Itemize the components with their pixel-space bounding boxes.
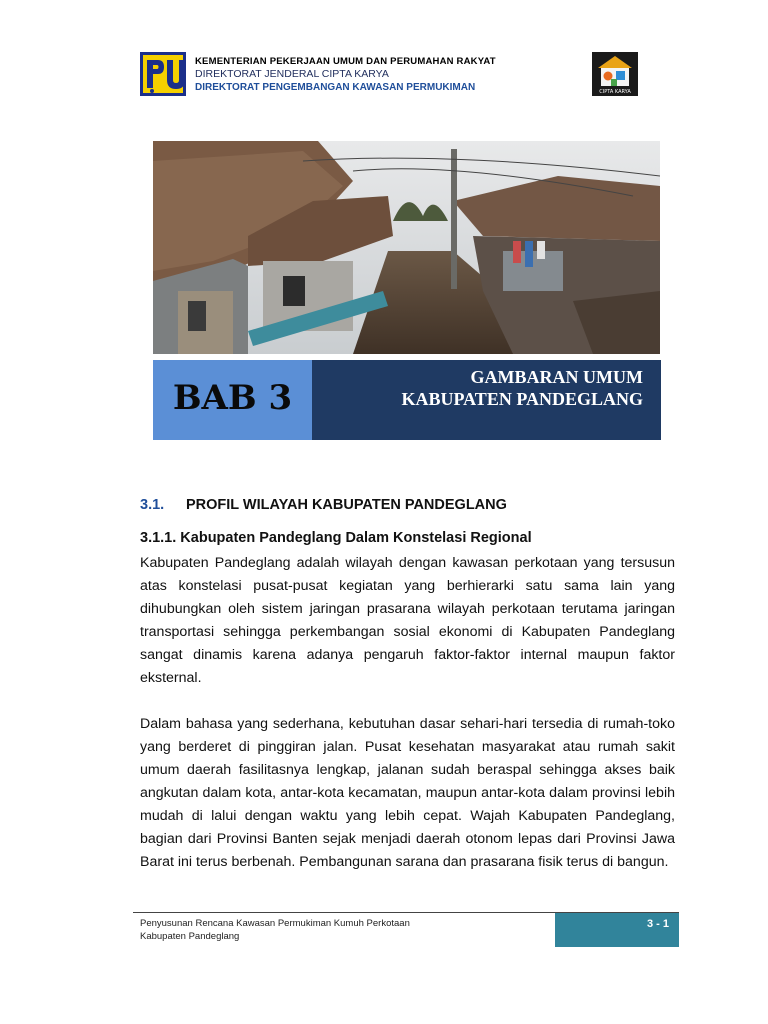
footer-line1: Penyusunan Rencana Kawasan Permukiman Kumuh Perkotaan bbox=[140, 918, 410, 929]
chapter-title-line2: KABUPATEN PANDEGLANG bbox=[401, 389, 643, 409]
footer-line2: Kabupaten Pandeglang bbox=[140, 931, 240, 942]
logo-caption: CIPTA KARYA bbox=[599, 89, 631, 95]
cipta-karya-logo-icon bbox=[592, 52, 638, 96]
body-paragraph-1: Kabupaten Pandeglang adalah wilayah dengan kawasan perkotaan yang tersusun atas konstelasi pusat-pusat kegiatan yang berhierarki satu sama lain yang dihubungkan oleh sistem jaringan prasarana wilayah perkotaan terutama jaringan transportasi sehingga perkembangan sosial ekonomi di Kabupaten Pandeglang sangat dinamis karena adanya pengaruh faktor-faktor internal maupun faktor eksternal. bbox=[140, 555, 675, 686]
subsection-heading: 3.1.1. Kabupaten Pandeglang Dalam Konstelasi Regional bbox=[140, 530, 532, 546]
footer-page-box bbox=[555, 913, 679, 947]
section-number: 3.1. bbox=[140, 497, 165, 513]
village-photo bbox=[153, 141, 660, 354]
page-number: 3 - 1 bbox=[646, 918, 669, 930]
body-paragraph-2: Dalam bahasa yang sederhana, kebutuhan dasar sehari-hari tersedia di rumah-toko yang berderet di pinggiran jalan. Pusat kesehatan masyarakat atau rumah sakit umum daerah fasilitasnya lengkap, jalanan sudah beraspal sehingga akses baik angkutan dalam kota, antar-kota kecamatan, maupun antar-kota dalam provinsi lebih mudah di lalui dengan waktu yang lebih cepat. Wajah Kabupaten Pandeglang, bagian dari Provinsi Banten sejak menjadi daerah otonom lepas dari Provinsi Jawa Barat ini terus berbenah. Pembangunan sarana dan prasarana fisik terus di bangun. bbox=[140, 716, 675, 870]
section-title: PROFIL WILAYAH KABUPATEN PANDEGLANG bbox=[186, 497, 507, 513]
ministry-pu-logo-icon bbox=[140, 52, 186, 96]
village-photo-illustration bbox=[153, 141, 660, 354]
header-text-block bbox=[195, 55, 496, 94]
footer-text bbox=[140, 917, 410, 943]
directorate-general: DIREKTORAT JENDERAL CIPTA KARYA bbox=[195, 68, 389, 80]
document-header bbox=[140, 52, 640, 98]
chapter-title-line1: GAMBARAN UMUM bbox=[470, 367, 643, 387]
section-heading bbox=[140, 497, 507, 513]
ministry-name: KEMENTERIAN PEKERJAAN UMUM DAN PERUMAHAN RAKYAT bbox=[195, 56, 496, 67]
directorate: DIREKTORAT PENGEMBANGAN KAWASAN PERMUKIMAN bbox=[195, 82, 476, 93]
chapter-title bbox=[401, 366, 643, 410]
chapter-number: BAB 3 bbox=[172, 378, 293, 418]
chapter-banner-right bbox=[312, 360, 661, 440]
chapter-banner-left bbox=[153, 360, 312, 440]
